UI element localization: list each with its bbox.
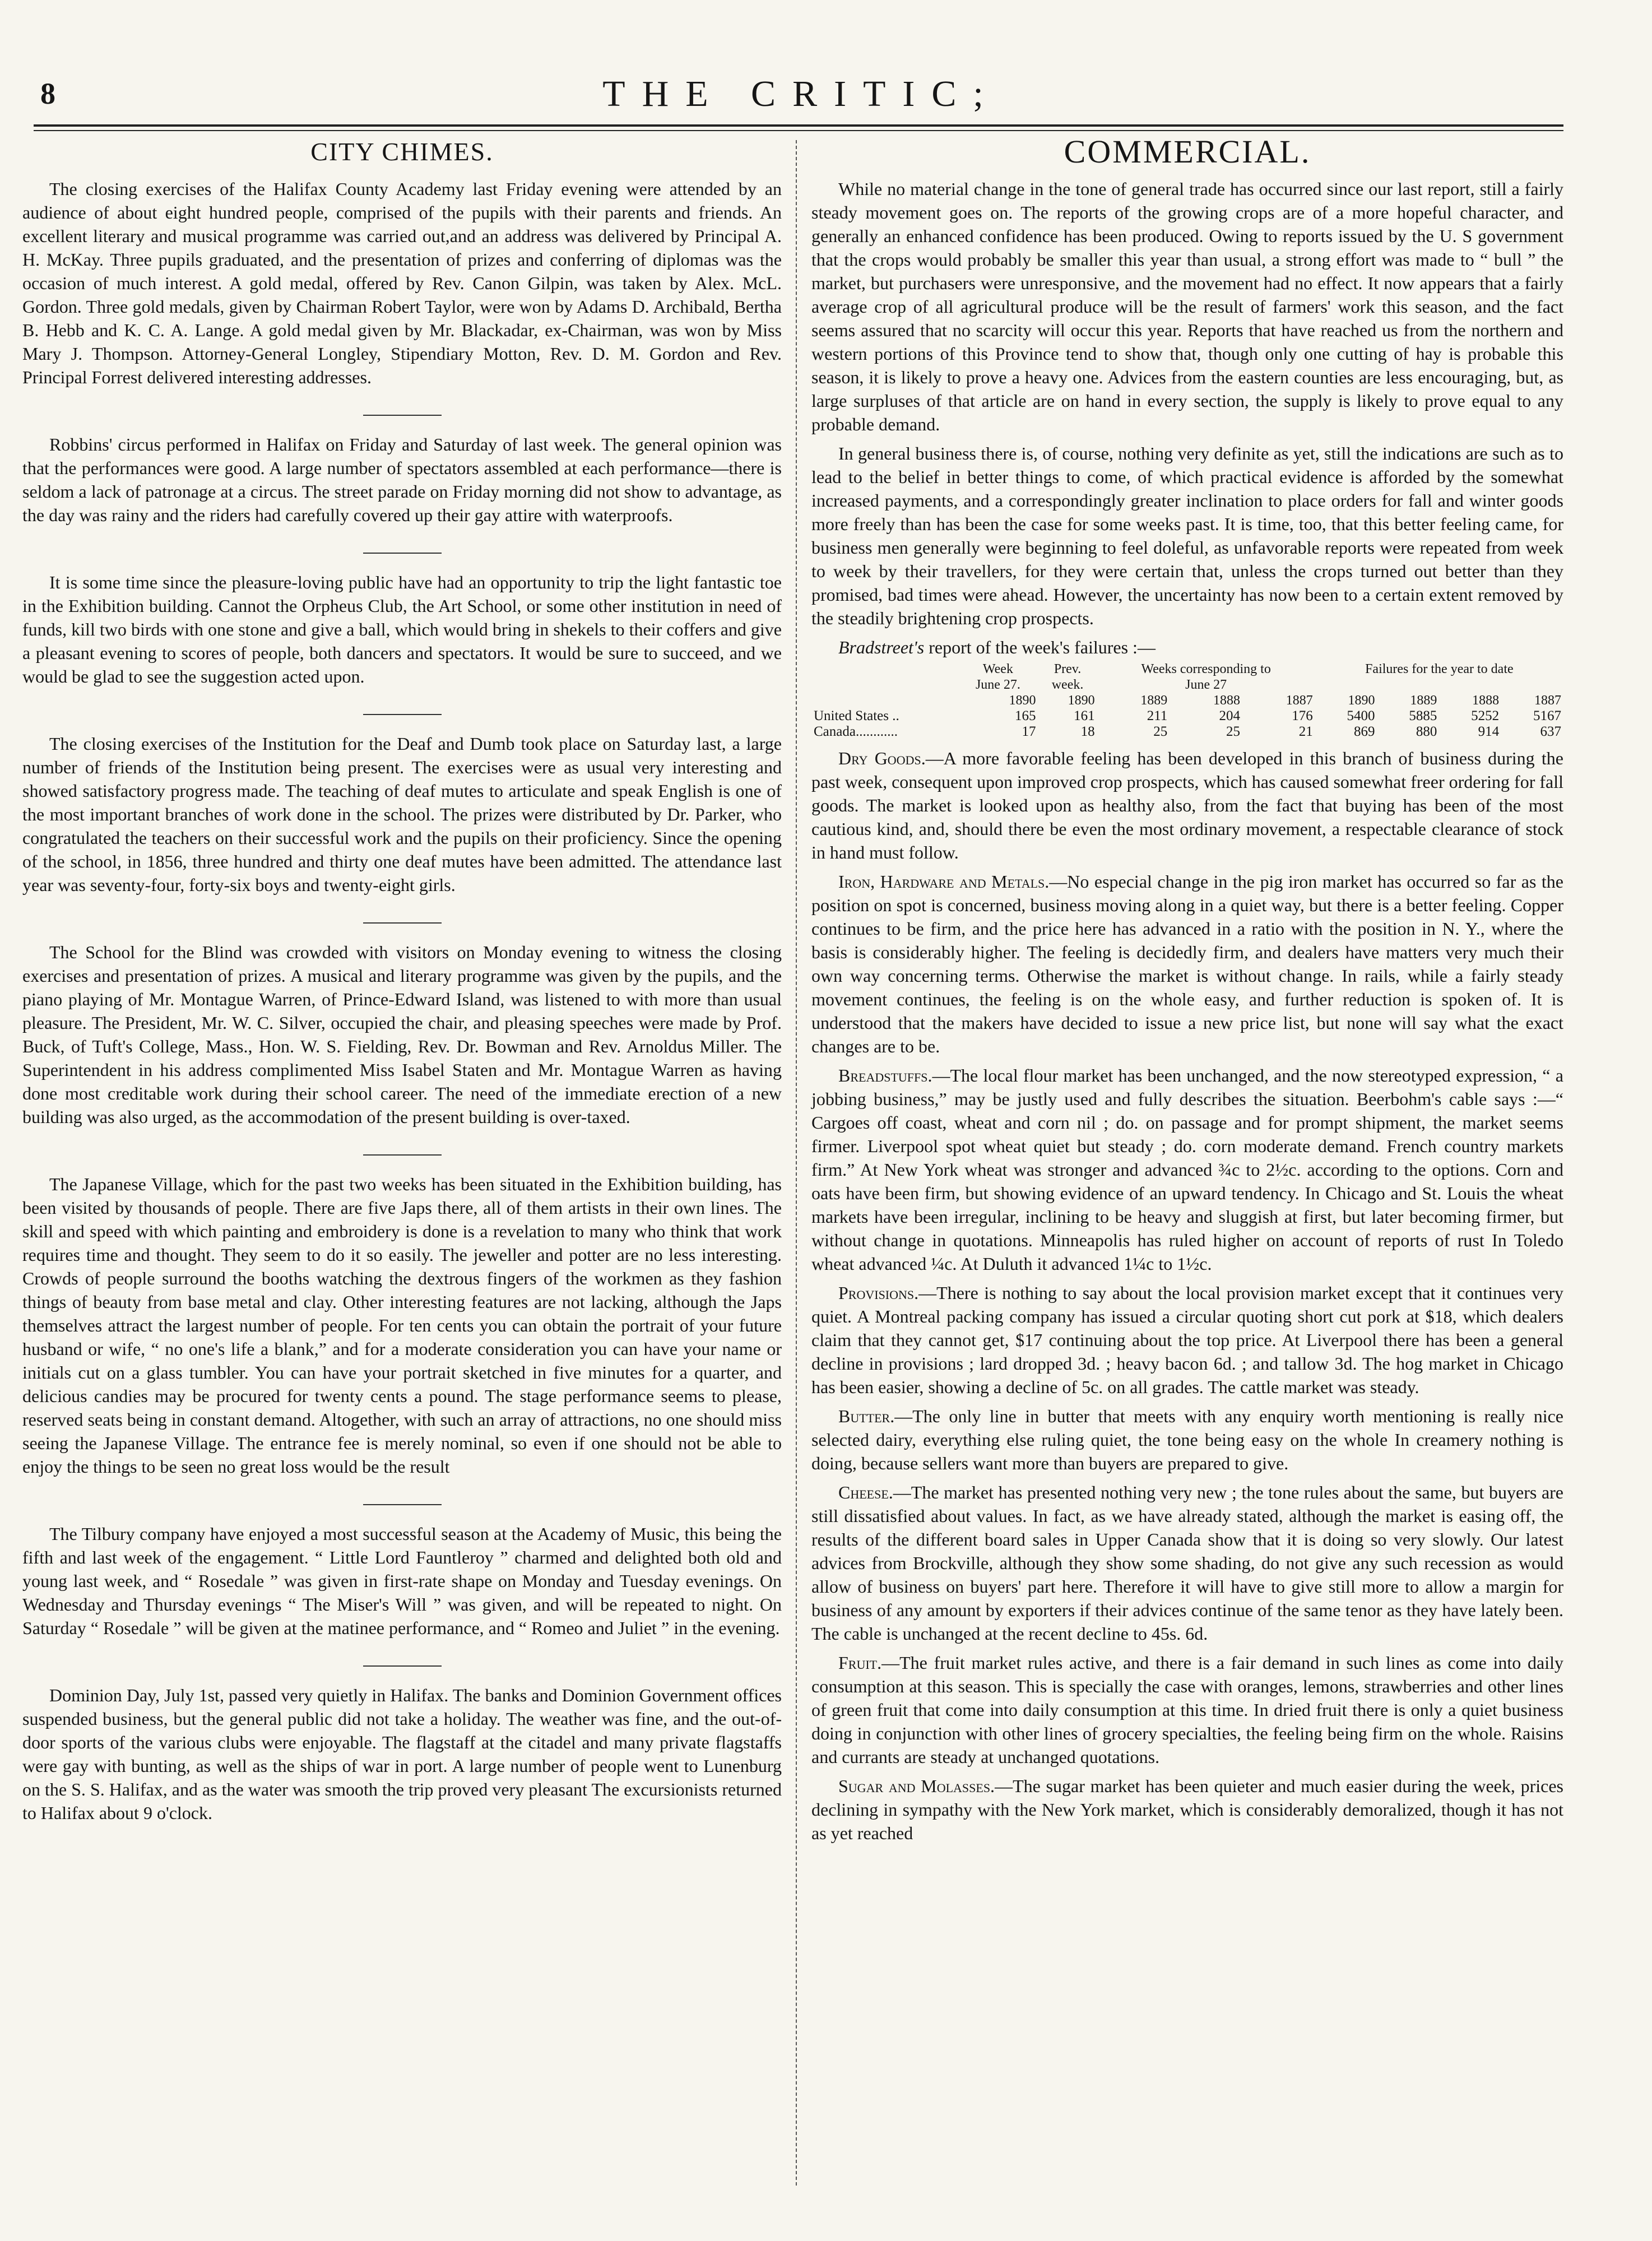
table-corner-cell [811, 677, 958, 693]
failures-table [811, 661, 1563, 740]
year-cell: 1887 [1534, 693, 1561, 708]
market-text: —A more favorable feeling has been developed in this branch of business during the past week, consequent upon improved crop prospects, which has caused somewhat freer ordering for fall goods. The market is looked upon as healthy also, from the fact that buying has been of the most cautious kind, and, should there be even the most ordinary movement, a respectable clearance of stock in hand must follow. [811, 748, 1563, 862]
table-cell: 880 [1416, 724, 1437, 739]
market-lead: Breadstuffs. [838, 1065, 932, 1085]
separator-rule [363, 714, 442, 715]
item-japanese-village: The Japanese Village, which for the past two weeks has been situated in the Exhibition building, has been visited by thousands of people. There are five Japs there, all of them artists in their own lines. The skill and speed with which painting and embroidery is done is a revelation to many who think that work requires time and thought. They seem to do it so easily. The jeweller and potter are no less interesting. Crowds of people surround the booths watching the dextrous fingers of the workmen as they fashion things of beauty from base metal and clay. Other interesting features are not lacking, although the Japs themselves attract the largest number of people. For ten cents you can obtain the portrait of your future husband or wife, “ no one's life a blank,” and for a moderate consideration you can have your name or initials cut on a glass tumbler. You can have your portrait sketched in five minutes for a quarter, and delicious candies may be procured for twenty cents a pound. The stage performance seems to please, reserved seats being in constant demand. Altogether, with such an array of attractions, no one should miss seeing the Japanese Village. The entrance fee is merely nominal, so even if one should not be able to enjoy the things to be seen no great loss would be the result [22, 1174, 782, 1477]
separator-rule [363, 1154, 442, 1156]
city-chimes-heading: CITY CHIMES. [310, 137, 494, 166]
item-exhibition-ball: It is some time since the pleasure-loving public have had an opportunity to trip the light fantastic toe in the Exhibition building. Cannot the Orpheus Club, the Art School, or some other institution in need of funds, kill two birds with one stone and give a ball, which would bring in shekels to their coffers and give a pleasant evening to scores of people, both dancers and spectators. It would be sure to succeed, and we would be glad to see the suggestion acted upon. [22, 572, 782, 686]
market-lead: Cheese. [838, 1482, 893, 1502]
item-academy-closing: The closing exercises of the Halifax County Academy last Friday evening were attended by an audience of about eight hundred people, comprised of the pupils with their parents and friends. An excellent literary and musical programme was carried out,and an address was delivered by Principal A. H. McKay. Three pupils graduated, and the presentation of prizes and conferring of diplomas was the occasion of much interest. A gold medal, offered by Rev. Canon Gilpin, was taken by Alex. McL. Gordon. Three gold medals, given by Chairman Robert Taylor, were won by Adams D. Archibald, Bertha B. Hebb and K. C. A. Lange. A gold medal given by Mr. Blackadar, ex-Chairman, was won by Miss Mary J. Thompson. Attorney-General Longley, Stipendiary Motton, Rev. D. M. Gordon and Rev. Principal Forrest delivered interesting addresses. [22, 179, 782, 387]
subheader-june27: June 27. [975, 678, 1020, 692]
table-cell: 18 [1080, 724, 1095, 739]
market-text: —The only line in butter that meets with any enquiry worth mentioning is really nice selected dairy, everything else ruling quiet, the tone being easy on the whole In creamery nothing is doing, because sellers want more than buyers are prepared to give. [811, 1406, 1563, 1473]
bradstreet-intro [811, 635, 1563, 659]
bradstreet-intro-text: report of the week's failures :— [924, 637, 1156, 657]
market-provisions [811, 1281, 1563, 1399]
table-cell: 5400 [1347, 708, 1375, 723]
market-dry-goods [811, 746, 1563, 864]
year-cell: 1890 [1348, 693, 1375, 708]
table-cell: 637 [1540, 724, 1561, 739]
group-header-week: Week [982, 662, 1013, 676]
subheader-blank [1315, 677, 1563, 693]
market-lead: Iron, Hardware and Metals. [838, 871, 1050, 892]
failures-years-row [811, 693, 1563, 708]
table-cell: 165 [1014, 708, 1036, 723]
table-cell: 869 [1354, 724, 1375, 739]
failures-group-header-row [811, 661, 1563, 677]
table-cell: 17 [1022, 724, 1036, 739]
subheader-week: week. [1051, 678, 1084, 692]
table-cell: 914 [1478, 724, 1500, 739]
market-cheese [811, 1481, 1563, 1645]
commercial-intro-paragraph: In general business there is, of course, nothing very definite as yet, still the indications are such as to lead to the belief in better things to come, of which practical evidence is afforded by the somewhat increased payments, and a correspondingly greater inclination to place orders for fall and winter goods more freely than has been the case for some weeks past. It is time, too, that this better feeling came, for business men generally were beginning to feel doleful, as unfavorable reports were repeated from week to week by their travellers, for they were certain that, unless the crops turned out better than they promised, bad times were ahead. However, the uncertainty has now been to a certain extent removed by the steadily brightening crop prospects. [811, 443, 1563, 628]
table-cell: 5885 [1409, 708, 1437, 723]
masthead-rule [34, 124, 1563, 127]
market-lead: Provisions. [838, 1283, 919, 1303]
table-cell: 176 [1292, 708, 1313, 723]
market-text: —The fruit market rules active, and there is a fair demand in such lines as come into daily consumption at this season. This is specially the case with oranges, lemons, strawberries and other lines of green fruit that come into daily consumption at this time. In dried fruit there is only a quiet business doing in conjunction with other lines of grocery specialties, the feeling being firm on the whole. Raisins and currants are steady at unchanged quotations. [811, 1653, 1563, 1767]
table-cell: 204 [1219, 708, 1241, 723]
row-label: United States .. [814, 708, 899, 723]
year-cell: 1889 [1140, 693, 1168, 708]
year-cell: 1889 [1410, 693, 1437, 708]
item-dominion-day: Dominion Day, July 1st, passed very quietly in Halifax. The banks and Dominion Government offices suspended business, but the general public did not take a holiday. The weather was fine, and the out-of-door sports of the various clubs were enjoyable. The flagstaff at the citadel and many private flagstaffs were gay with bunting, as well as the ships of war in port. A large number of people went to Lunenburg on the S. S. Halifax, and as the water was smooth the trip proved very pleasant The excursionists returned to Halifax about 9 o'clock. [22, 1685, 782, 1823]
table-cell: 25 [1226, 724, 1241, 739]
table-corner-cell [811, 693, 958, 708]
table-row [811, 708, 1563, 724]
year-cell: 1890 [1009, 693, 1036, 708]
market-lead: Butter. [838, 1406, 895, 1426]
separator-rule [363, 1504, 442, 1505]
masthead [34, 73, 1569, 123]
page-number: 8 [40, 77, 55, 110]
market-lead: Sugar and Molasses. [838, 1776, 995, 1796]
year-cell: 1888 [1213, 693, 1241, 708]
table-cell: 25 [1153, 724, 1168, 739]
row-label: Canada............ [814, 724, 898, 739]
group-header-failures-year: Failures for the year to date [1365, 662, 1514, 676]
market-lead: Fruit. [838, 1653, 882, 1673]
market-text: —There is nothing to say about the local provision market except that it continues very quiet. A Montreal packing company has issued a circular quoting short cut pork at $18, which dealers claim that they cannot get, $17 continuing about the top price. At Liverpool there has been a general decline in provisions ; lard dropped 3d. ; heavy bacon 6d. ; and tallow 3d. The hog market in Chicago has been easier, showing a decline of 5c. on all grades. The cattle market was steady. [811, 1283, 1563, 1397]
table-corner-cell [811, 661, 958, 677]
table-cell: 211 [1147, 708, 1168, 723]
commercial-intro-paragraph: While no material change in the tone of general trade has occurred since our last report, still a fairly steady movement goes on. The reports of the growing crops are of a more hopeful character, and generally an enhanced confidence has been produced. Owing to reports issued by the U. S government that the crops would probably be smaller this year than usual, a strong effort was made to “ bull ” the market, but purchasers were unresponsive, and the movement had no effect. It now appears that a fairly average crop of all agricultural produce will be the result of farmers' work this season, and the fact seems assured that no scarcity will occur this year. Reports that have reached us from the northern and western portions of this Province tend to show that, though only one cutting of hay is probable this season, it is likely to prove a heavy one. Advices from the eastern counties are less encouraging, but, as large surpluses of that article are on hand in every section, the supply is likely to prove equal to any probable demand. [811, 179, 1563, 434]
commercial-column [811, 133, 1564, 1850]
item-deaf-dumb-institution: The closing exercises of the Institution for the Deaf and Dumb took place on Saturday last, a large number of friends of the Institution being present. The exercises were as usual very interesting and showed satisfactory progress made. The teaching of deaf mutes to articulate and speak English is one of the most important branches of work done in the school. The prizes were distributed by Dr. Parker, who congratulated the teachers on their successful work and the pupils on their proficiency. Since the opening of the school, in 1856, three hundred and thirty one deaf mutes have been admitted. The attendance last year was seventy-four, forty-six boys and twenty-eight girls. [22, 734, 782, 895]
separator-rule [363, 1665, 442, 1667]
year-cell: 1890 [1068, 693, 1095, 708]
market-fruit [811, 1651, 1563, 1769]
market-sugar-molasses [811, 1774, 1563, 1845]
subheader-june27-range: June 27 [1185, 678, 1227, 692]
separator-rule [363, 922, 442, 924]
group-header-weeks-corresponding: Weeks corresponding to [1141, 662, 1271, 676]
market-text: —No especial change in the pig iron market has occurred so far as the position on spot is concerned, business moving along in a quiet way, but there is a better feeling. Copper continues to be firm, and the price here has advanced in a ratio with the position in N. Y., where the basis is considerably higher. The feeling is decidedly firm, and dealers have matters very much their own way concerning terms. Otherwise the market is without change. In rails, while a fairly steady movement continues, the feeling is on the whole easy, and further reduction is spoken of. It is understood that the makers have decided to issue a new price list, but none will say what the exact changes are to be. [811, 871, 1563, 1056]
group-header-prev: Prev. [1054, 662, 1082, 676]
market-text: —The market has presented nothing very new ; the tone rules about the same, but buyers are still dissatisfied about values. In fact, as we have already stated, although the market is easing off, the results of the different board sales in Upper Canada show that it is doing so very slowly. Our latest advices from Brockville, although they show some shading, do not give any such recession as would allow of business on buyers' part here. Therefore it will have to give still more to allow a margin for business of any amount by exporters if their advices continue of the same tenor as they have lately been. The cable is unchanged at the recent decline to 45s. 6d. [811, 1482, 1563, 1644]
bradstreet-source: Bradstreet's [838, 637, 925, 657]
market-breadstuffs [811, 1064, 1563, 1275]
publication-title: THE CRITIC; [602, 73, 1000, 114]
column-divider [796, 140, 797, 2186]
item-tilbury-company: The Tilbury company have enjoyed a most successful season at the Academy of Music, this being the fifth and last week of the engagement. “ Little Lord Fauntleroy ” charmed and delighted both old and young last week, and “ Rosedale ” was given in first-rate shape on Monday and Tuesday evenings. On Wednesday and Thursday evenings “ The Miser's Will ” was given, and will be repeated to night. On Saturday “ Rosedale ” will be given at the matinee performance, and “ Romeo and Juliet ” in the evening. [22, 1524, 782, 1638]
table-cell: 5252 [1471, 708, 1500, 723]
failures-subheader-row [811, 677, 1563, 693]
table-cell: 21 [1298, 724, 1313, 739]
year-cell: 1888 [1472, 693, 1500, 708]
table-cell: 5167 [1533, 708, 1561, 723]
market-text: —The sugar market has been quieter and much easier during the week, prices declining in sympathy with the New York market, which is considerably demoralized, though it has not as yet reached [811, 1776, 1564, 1843]
table-cell: 161 [1074, 708, 1095, 723]
market-butter [811, 1404, 1563, 1475]
masthead-rule-thin [34, 130, 1563, 131]
table-row [811, 724, 1563, 740]
item-robbins-circus: Robbins' circus performed in Halifax on Friday and Saturday of last week. The general opinion was that the performances were good. A large number of spectators assembled at each performance—there is seldom a lack of patronage at a circus. The street parade on Friday morning did not show to advantage, as the day was rainy and the riders had carefully covered up their gay attire with waterproofs. [22, 434, 782, 525]
market-lead: Dry Goods. [838, 748, 926, 768]
item-school-for-blind: The School for the Blind was crowded with visitors on Monday evening to witness the closing exercises and presentation of prizes. A musical and literary programme was given by the pupils, and the piano playing of Mr. Montague Warren, of Prince-Edward Island, was listened to with more than usual pleasure. The President, Mr. W. C. Silver, occupied the chair, and pleasing speeches were made by Prof. Buck, of Tuft's College, Mass., Hon. W. S. Fielding, Rev. Dr. Bowman and Rev. Arnoldus Miller. The Superintendent in his address complimented Miss Isabel Staten and Mr. Montague Warren as having done most creditable work during their school career. The need of the immediate erection of a new building was also urged, as the accommodation of the present building is over-taxed. [22, 942, 782, 1127]
market-text: —The local flour market has been unchanged, and the now stereotyped expression, “ a jobbing business,” may be justly used and fully describes the situation. Beerbohm's cable says :—“ Cargoes off coast, wheat and corn nil ; do. on passage and for prompt shipment, the market seems firmer. Liverpool spot wheat quiet but steady ; do. corn moderate demand. French country markets firm.” At New York wheat was stronger and advanced ¾c to 2½c. according to the options. Corn and oats have been firm, but showing evidence of an upward tendency. In Chicago and St. Louis the wheat markets have been irregular, inclining to be heavy and sluggish at first, but later becoming firmer, but without change in quotations. Minneapolis has ruled higher on account of reports of rust In Toledo wheat advanced ¼c. At Duluth it advanced 1¼c to 1½c. [811, 1065, 1563, 1274]
year-cell: 1887 [1286, 693, 1313, 708]
separator-rule [363, 553, 442, 554]
commercial-heading: COMMERCIAL. [1064, 133, 1311, 170]
separator-rule [363, 415, 442, 416]
city-chimes-column [22, 137, 782, 1830]
market-iron-hardware [811, 870, 1563, 1058]
